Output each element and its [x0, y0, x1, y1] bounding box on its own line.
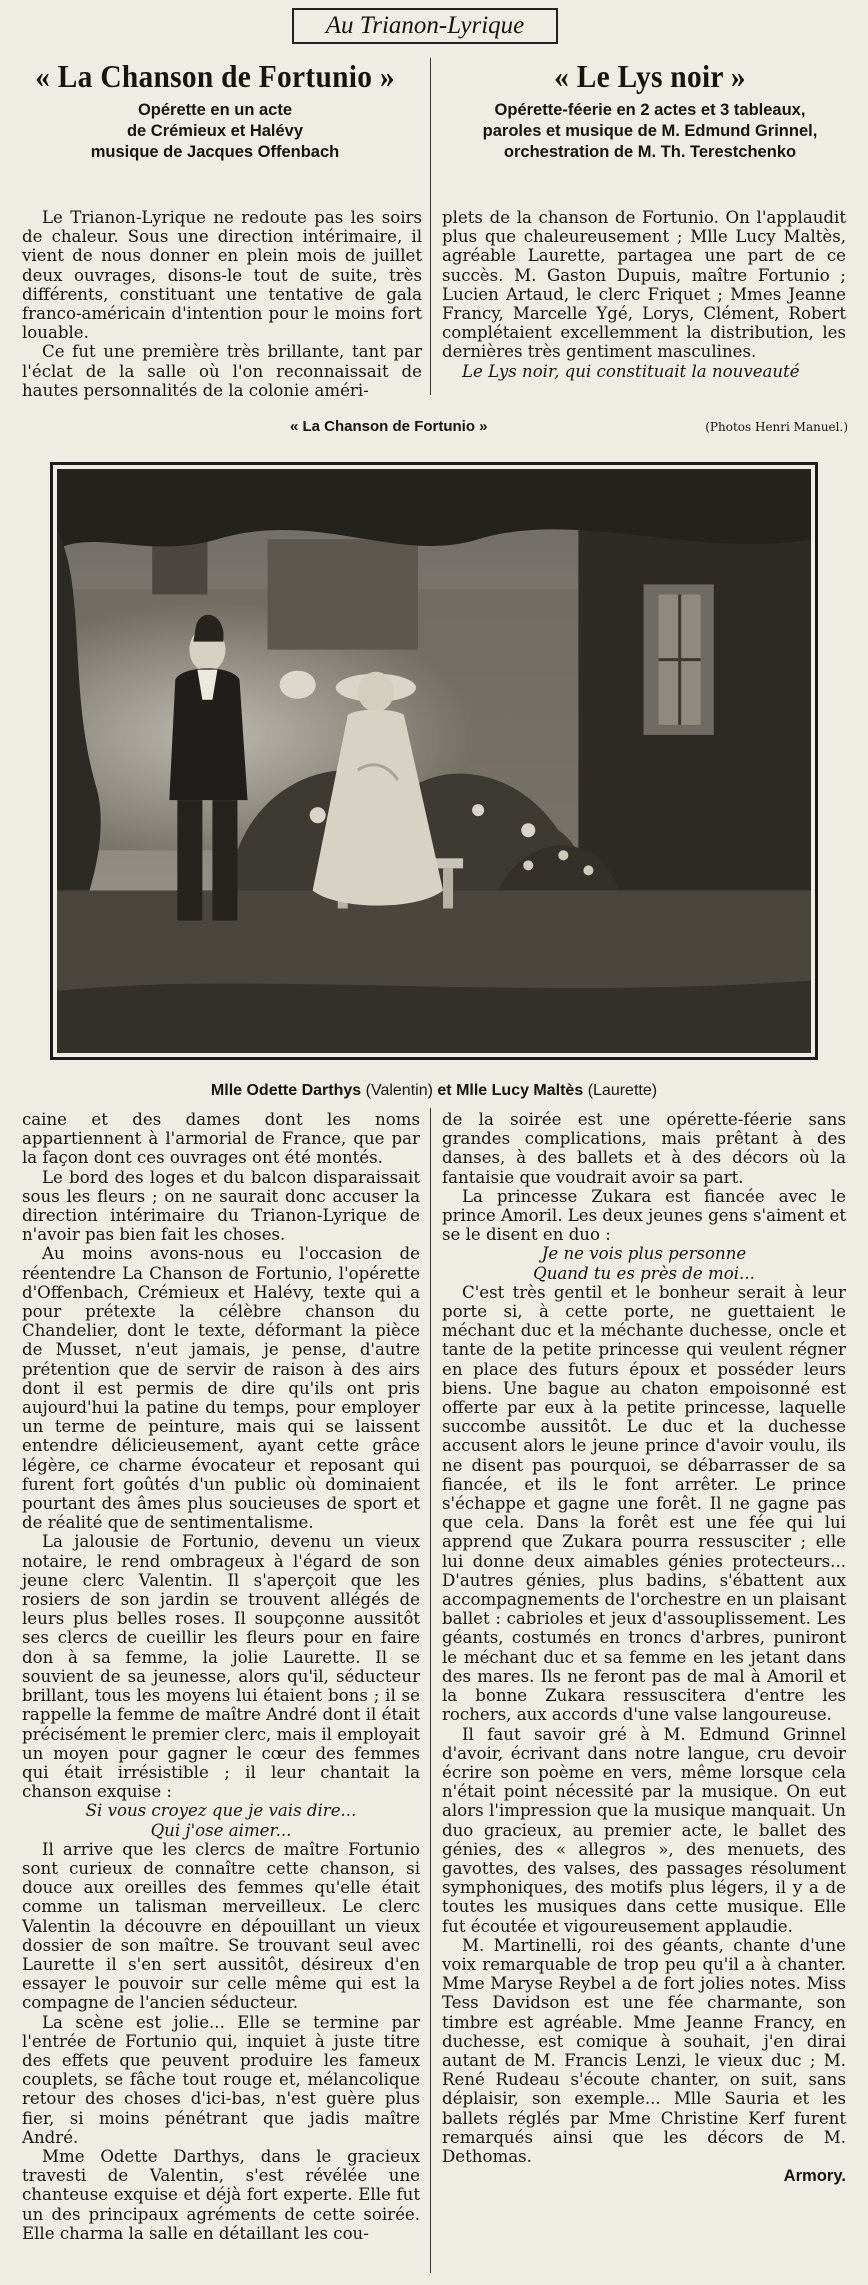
article-paragraph: Le bord des loges et du balcon disparaissait sous les fleurs ; on ne saurait donc accuser la direction intérimaire du Trianon-Lyrique de n'avoir pas bien fait les choses.	[22, 1167, 420, 1245]
article-paragraph: La jalousie de Fortunio, devenu un vieux notaire, le rend ombrageux à l'égard de son jeune clerc Valentin. Il s'aperçoit que les rosiers de son jardin se trouvent allégés de leurs plus belles roses. Il soupçonne aussitôt ses clercs de cueillir les fleurs pour en faire don à sa femme, la jolie Laurette. Il se souvient de sa jeunesse, alors qu'il, séducteur brillant, tous les moyens lui étaient bons ; il se rappelle la femme de maître André dont il était précisément le premier clerc, mais il employait un moyen pour gagner le cœur des femmes qui était irrésistible ; il leur chantait la chanson exquise :	[22, 1532, 420, 1802]
article-paragraph: Mme Odette Darthys, dans le gracieux travesti de Valentin, s'est révélée une chanteuse exquise et déjà fort experte. Elle fut un des principaux agréments de cette soirée. Elle charma la salle en détaillant les cou-	[22, 2146, 420, 2243]
article-paragraph: M. Martinelli, roi des géants, chante d'une voix remarquable de trop peu qu'il a à chanter. Mme Maryse Reybel a de fort jolies notes. Miss Tess Davidson est une fée charmante, son timbre est agréable. Mme Jeanne Francy, en duchesse, est comique à souhait, j'en dirai autant de M. Francis Lenzi, le vieux duc ; M. René Rudeau s'écoute chanter, on suit, sans déplaisir, son exemple... Mlle Sauria et les ballets réglés par Mme Christine Kerf furent remarqués ainsi que les décors de M. Dethomas.	[442, 1935, 846, 2166]
article-paragraph: Au moins avons-nous eu l'occasion de réentendre La Chanson de Fortunio, l'opérette d'Offenbach, Crémieux et Halévy, texte qui a pour prétexte la célèbre chanson du Chandelier, dont le texte, déformant la pièce de Musset, n'eut jamais, je pense, d'autre prétention que de servir de raison à des airs dont il est permis de dire qu'ils ont pris aujourd'hui la patine du temps, pour employer un terme de peinture, mais qui se laissent entendre délicieusement, ayant cette grâce légère, ce charme évocateur et reposant qui furent fort goûtés d'un public où dominaient pourtant des âmes plus soucieuses de sport et de réalité que de sentimentalisme.	[22, 1244, 420, 1533]
article-paragraph: La scène est jolie... Elle se termine par l'entrée de Fortunio qui, inquiet à juste titre des effets que peuvent produire les fameux couplets, se fâche tout rouge et, mélancolique retour des choses d'ici-bas, n'est guère plus fier, si moins pénétrant que jadis maître André.	[22, 2012, 420, 2147]
caption-performer-b: Mlle Lucy Maltès	[456, 1082, 584, 1099]
photo-title: « La Chanson de Fortunio »	[290, 418, 488, 435]
play-credit-line: paroles et musique de M. Edmund Grinnel,	[482, 122, 818, 140]
column-divider	[430, 1108, 431, 2273]
verse-line: Si vous croyez que je vais dire...	[85, 1801, 357, 1821]
column-divider	[430, 58, 431, 395]
stage-photo-image	[57, 469, 811, 1053]
article-paragraph: plets de la chanson de Fortunio. On l'applaudit plus que chaleureusement ; Mlle Lucy Maltès, agréable Laurette, partagea une part de ce succès. M. Gaston Dupuis, maître Fortunio ; Lucien Artaud, le clerc Friquet ; Mmes Jeanne Francy, Marcelle Ygé, Lorys, Clément, Robert complétaient excellemment la distribution, les dernières très gentiment masculines.	[442, 208, 846, 362]
caption-connector: et	[437, 1082, 452, 1099]
play-credit-line: musique de Jacques Offenbach	[90, 143, 340, 161]
article-paragraph: C'est très gentil et le bonheur serait à leur porte si, à cette porte, ne guettaient le méchant duc et la méchante duchesse, oncle et tante de la petite princesse qui veulent régner en place des futurs époux et posséder leurs biens. Une bague au chaton empoisonné est offerte par eux à la petite princesse, laquelle succombe aussitôt. Le duc et la duchesse accusent alors le jeune prince d'avoir voulu, ils ne disent pas pourquoi, se débarrasser de sa fiancée, et ils le font arrêter. Le prince s'échappe et gagne une forêt. Il ne gagne pas que cela. Dans la forêt est une fée qui lui apprend que Zukara pourra ressusciter ; elle lui donne deux aimables génies protecteurs... D'autres génies, plus badins, s'ébattent aux accompagnements de l'orchestre en un plaisant ballet : cabrioles et jeux d'assouplissement. Les géants, costumés en troncs d'arbres, puniront le méchant duc et sa femme en les jetant dans des mares. Ils ne feront pas de mal à Amoril et la bonne Zukara ressuscitera d'entre les rochers, aux accords d'une valse langoureuse.	[442, 1282, 846, 1725]
verse-line: Qui j'ose aimer...	[150, 1820, 292, 1840]
photo-credit: (Photos Henri Manuel.)	[705, 420, 848, 434]
article-paragraph: Il arrive que les clercs de maître Fortunio sont curieux de connaître cette chanson, si douce aux oreilles des femmes qu'elle était comme un talisman merveilleux. Le clerc Valentin la découvre en dépouillant un vieux dossier de son maître. Se trouvant seul avec Laurette il s'en sert aussitôt, désireux d'en essayer le pouvoir sur celle même qui est la compagne de l'ancien séducteur.	[22, 1839, 420, 2013]
play-credit-line: Opérette-féerie en 2 actes et 3 tableaux,	[494, 101, 806, 119]
verse-line: Je ne vois plus personne	[541, 1244, 747, 1264]
play-credit-line: Opérette en un acte	[137, 101, 293, 119]
play-credits-fortunio	[10, 100, 420, 163]
article-paragraph: La princesse Zukara est fiancée avec le prince Amoril. Les deux jeunes gens s'aiment et se le disent en duo :	[442, 1186, 846, 1245]
caption-role-a: (Valentin)	[365, 1082, 433, 1099]
photo-header	[0, 418, 868, 438]
article-paragraph: Il faut savoir gré à M. Edmund Grinnel d'avoir, écrivant dans notre langue, cru devoir écrire son poème en vers, même lorsque cela n'était point nécessité par la musique. On eut alors l'impression que la musique manquait. Un duo gracieux, au premier acte, le ballet des génies, des « allegros », des menuets, des gavottes, des valses, des passages résolument symphoniques, des motifs plus légers, il y a de toutes les musiques dans cette musique. Elle fut écoutée et vigoureusement applaudie.	[442, 1724, 846, 1936]
section-heading: Au Trianon-Lyrique	[292, 8, 558, 44]
play-credit-line: de Crémieux et Halévy	[126, 122, 304, 140]
article-paragraph: Ce fut une première très brillante, tant par l'éclat de la salle où l'on reconnaissait de hautes personnalités de la colonie améri-	[22, 342, 422, 400]
article-column-left	[22, 1110, 420, 2243]
intro-column-right	[442, 208, 846, 381]
article-paragraph: caine et des dames dont les noms appartiennent à l'armorial de France, que par la façon dont ces ouvrages ont été montés.	[22, 1110, 420, 1168]
play-credit-line: orchestration de M. Th. Terestchenko	[503, 143, 797, 161]
article-column-right	[442, 1110, 846, 2185]
caption-performer-a: Mlle Odette Darthys	[210, 1082, 362, 1099]
intro-column-left	[22, 208, 422, 400]
play-header-lys-noir	[440, 58, 860, 163]
article-paragraph: Le Trianon-Lyrique ne redoute pas les soirs de chaleur. Sous une direction intérimaire, il vient de nous donner en plein mois de juillet deux ouvrages, disons-le tout de suite, très différents, constituant une tentative de gala franco-américain d'intention pour le moins fort louable.	[22, 208, 422, 343]
play-title-fortunio: « La Chanson de Fortunio »	[35, 58, 395, 94]
photo-caption	[0, 1082, 868, 1100]
article-paragraph: Le Lys noir, qui constituait la nouveauté	[462, 361, 800, 381]
verse-line: Quand tu es près de moi...	[533, 1263, 755, 1283]
article-paragraph: de la soirée est une opérette-féerie sans grandes complications, mais prêtant à des danses, à des ballets et à des décors où la fantaisie que voudrait avoir sa part.	[442, 1110, 846, 1187]
play-header-fortunio	[10, 58, 420, 163]
play-title-lys-noir: « Le Lys noir »	[554, 58, 746, 94]
author-signature: Armory.	[783, 2166, 846, 2186]
stage-photograph	[50, 462, 818, 1060]
caption-role-b: (Laurette)	[587, 1082, 658, 1099]
play-credits-lys-noir	[440, 100, 860, 163]
